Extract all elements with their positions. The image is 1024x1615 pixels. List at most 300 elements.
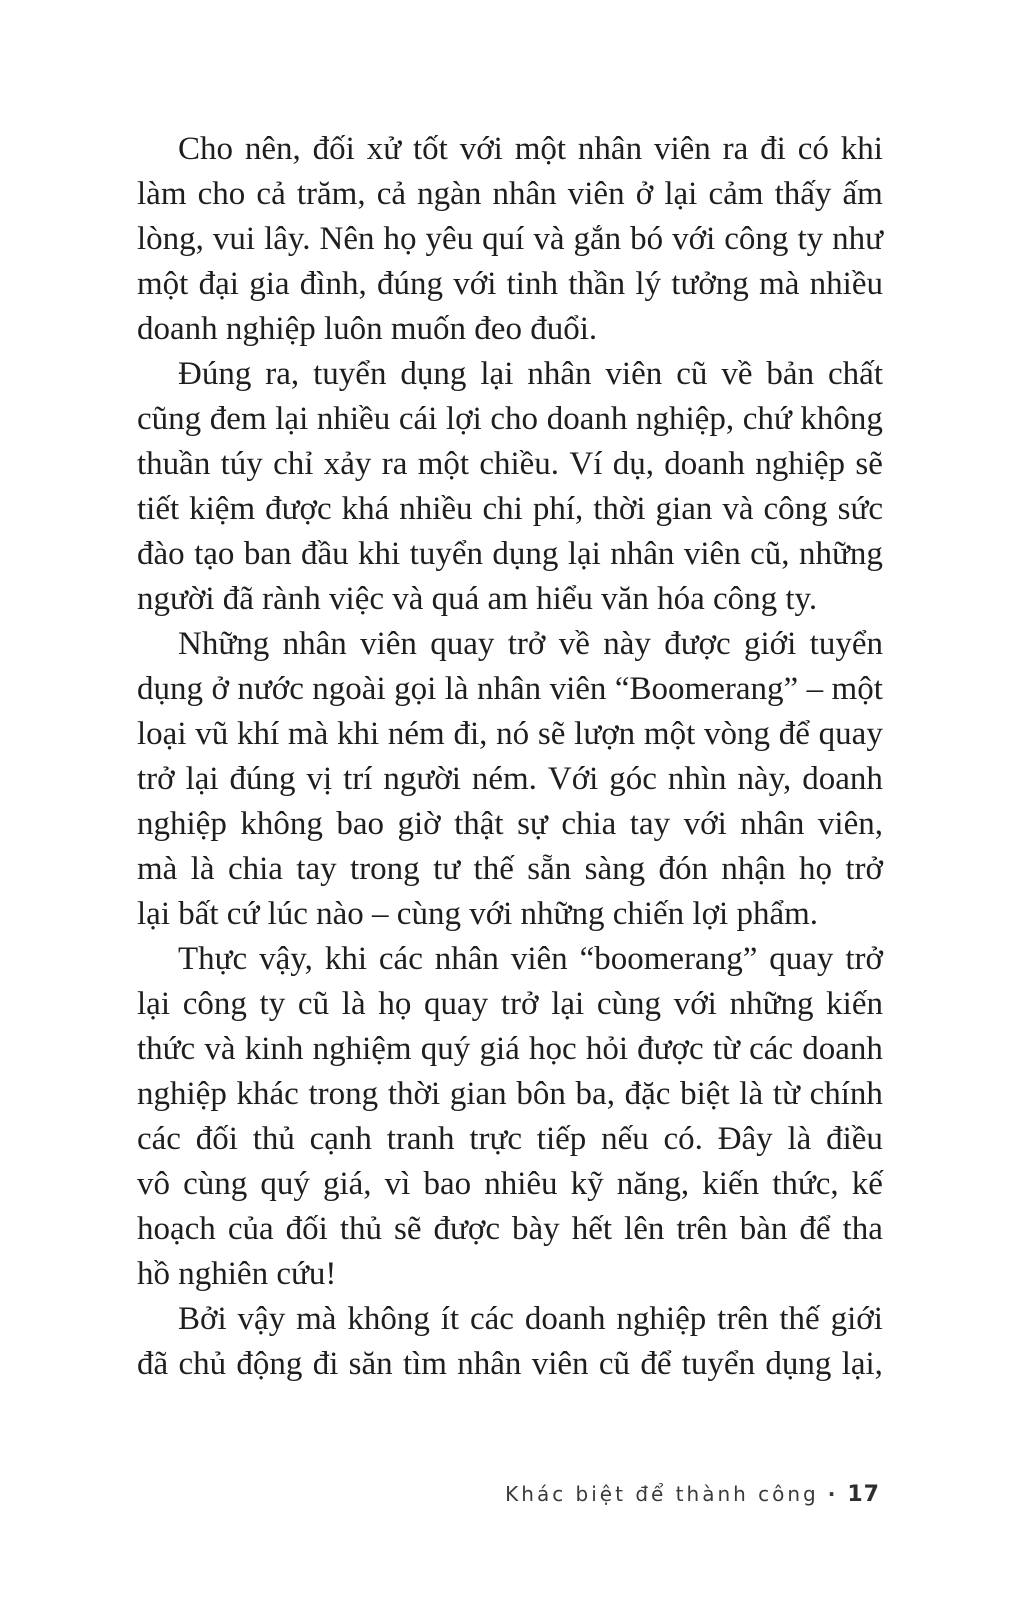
text-line: hồ nghiên cứu! [137, 1256, 337, 1292]
word: gia [249, 266, 290, 302]
word: ban [243, 536, 292, 572]
word: tuyển [809, 626, 883, 662]
word: nhân [740, 806, 805, 842]
word: họ [378, 986, 412, 1022]
text-line [137, 397, 883, 442]
word: bàn [739, 1211, 788, 1247]
word: đi [760, 131, 786, 167]
word: cũng [137, 401, 202, 437]
word: viên [360, 626, 417, 662]
word: trở [845, 941, 883, 977]
word: này [603, 626, 651, 662]
text-line [137, 757, 883, 802]
word: không [800, 401, 883, 437]
word: bày [512, 1211, 560, 1247]
word: ngoài [312, 671, 386, 707]
word: đã [137, 1346, 169, 1382]
word: bao [423, 1166, 472, 1202]
word: chứ [742, 401, 792, 437]
word: gắn [573, 221, 622, 257]
word: Đây [717, 1121, 773, 1157]
word: một [514, 131, 567, 167]
text-line [137, 262, 883, 307]
word: cũ [598, 1346, 631, 1382]
word: giá, [322, 1166, 372, 1202]
word: lại [185, 761, 219, 797]
word: từ [712, 1031, 740, 1067]
text-line [137, 622, 883, 667]
word: người [383, 761, 461, 797]
word: đi [312, 1346, 339, 1382]
word: công [724, 221, 789, 257]
word: ra [381, 446, 408, 482]
word: thế [779, 1301, 820, 1337]
word: phí, [532, 491, 584, 527]
word: tiếp [536, 1121, 587, 1157]
word: cũ [297, 986, 330, 1022]
word: dụ, [612, 446, 654, 482]
word: khi [336, 716, 380, 752]
word: nhân [492, 176, 557, 212]
word: vậy, [259, 941, 313, 977]
word: yêu [425, 221, 474, 257]
word: tốt [412, 131, 448, 167]
word: đem [209, 401, 267, 437]
word: doanh [664, 446, 745, 482]
word: họ [383, 221, 417, 257]
word: ở [635, 176, 654, 212]
text-line [137, 532, 883, 577]
word: ba, [575, 1076, 615, 1112]
word: cùng [596, 986, 662, 1022]
word: doanh [802, 761, 883, 797]
word: sẽ [537, 716, 566, 752]
word: mà [296, 1301, 337, 1337]
word: cả [376, 176, 407, 212]
word: nhân [577, 131, 643, 167]
word: tưởng [671, 266, 749, 302]
word: nhiêu [484, 1166, 558, 1202]
word: góc [609, 761, 657, 797]
word: ở [211, 671, 229, 707]
word: viên [653, 131, 711, 167]
word: kế [851, 1166, 883, 1202]
text-line [137, 1117, 883, 1162]
word: nhân [610, 536, 675, 572]
word: – [806, 671, 824, 707]
word: chất [828, 356, 883, 392]
word: kinh [244, 1031, 304, 1067]
word: như [832, 221, 883, 257]
word: viên [549, 671, 607, 707]
text-line [137, 937, 883, 982]
word: bôn [516, 1076, 566, 1112]
word: vị [306, 761, 333, 797]
word: tha [842, 1211, 883, 1247]
word: các [378, 941, 423, 977]
text-line [137, 847, 883, 892]
page-body [137, 127, 883, 1387]
word: chi [482, 491, 523, 527]
word: lại [480, 356, 514, 392]
word: nhân [527, 356, 592, 392]
word: bản [766, 356, 815, 392]
word: khác [236, 1076, 299, 1112]
word: viên [605, 356, 663, 392]
word: quay [818, 716, 883, 752]
word: chủ [178, 1346, 227, 1382]
word: nhiều [399, 491, 473, 527]
word: giờ [397, 806, 441, 842]
word: thuần [137, 446, 211, 482]
word: thật [454, 806, 504, 842]
word: gian [655, 491, 713, 527]
word: thủ [339, 1211, 382, 1247]
word: chia [561, 806, 617, 842]
word: là [444, 671, 469, 707]
word: tay [296, 851, 337, 887]
word: và [722, 491, 754, 527]
word: tiết [137, 491, 180, 527]
text-line [137, 1162, 883, 1207]
word: quay [430, 626, 495, 662]
word: là [739, 1076, 764, 1112]
text-line [137, 1072, 883, 1117]
word: khí [236, 716, 280, 752]
word: cho [197, 176, 246, 212]
word: ngàn [417, 176, 482, 212]
word: đi, [453, 716, 488, 752]
word: viên [510, 941, 568, 977]
word: với [683, 806, 727, 842]
text-line [137, 1207, 883, 1252]
word: Những [178, 626, 270, 662]
word: ra, [265, 356, 300, 392]
word: những [798, 536, 883, 572]
word: trí [343, 761, 373, 797]
book-title: Khác biệt để thành công [505, 1482, 819, 1506]
word: lượn [574, 716, 636, 752]
word: là [190, 851, 215, 887]
word: “boomerang” [579, 941, 758, 977]
word: doanh [546, 401, 628, 437]
word: vui [212, 221, 256, 257]
word: tuyển [409, 536, 483, 572]
word: lợi [445, 401, 482, 437]
word: xảy [323, 446, 372, 482]
word: về [558, 626, 590, 662]
word: làm [137, 176, 187, 212]
word: sẽ [394, 1211, 422, 1247]
word: đối [312, 131, 355, 167]
word: với [672, 221, 716, 257]
word: dụng [765, 1346, 832, 1382]
paragraph [137, 127, 883, 352]
paragraph [137, 352, 883, 622]
word: về [721, 356, 753, 392]
word: nên, [244, 131, 301, 167]
word: nhân [434, 941, 499, 977]
text-line [137, 217, 883, 262]
word: chia [227, 851, 283, 887]
word: dụng [400, 356, 467, 392]
footer-separator: · [827, 1482, 836, 1506]
word: nghiệp [616, 1301, 707, 1337]
word: tinh [506, 266, 558, 302]
word: ít [440, 1301, 460, 1337]
word: nghiệp [137, 1076, 227, 1112]
word: thức, [772, 1166, 839, 1202]
word: nhìn [667, 761, 727, 797]
word: Bởi [178, 1301, 227, 1337]
paragraph [137, 937, 883, 1297]
word: lại [664, 176, 698, 212]
text-line [137, 442, 883, 487]
word: biệt [680, 1076, 730, 1112]
word: quay [769, 941, 834, 977]
word: với [453, 266, 497, 302]
word: viên, [817, 806, 883, 842]
word: khi [358, 536, 401, 572]
word: khi [324, 941, 367, 977]
word: các [470, 1301, 514, 1337]
word: trở [137, 761, 175, 797]
word: điều [826, 1121, 883, 1157]
word: giới [830, 1301, 883, 1337]
word: thần [568, 266, 626, 302]
word: đúng [376, 266, 443, 302]
word: ném. [471, 761, 537, 797]
word: tuyển [681, 1346, 756, 1382]
word: kiến [702, 1166, 760, 1202]
word: lý [635, 266, 662, 302]
word: trực [469, 1121, 523, 1157]
text-line [137, 712, 883, 757]
word: với [459, 131, 503, 167]
word: Với [547, 761, 599, 797]
word: nước [237, 671, 304, 707]
word: ấm [842, 176, 883, 212]
word: viên [683, 536, 741, 572]
word: xử [366, 131, 402, 167]
word: những [729, 986, 814, 1022]
word: nhân [282, 626, 347, 662]
word: lại [567, 536, 601, 572]
word: cảm [708, 176, 764, 212]
word: gian [449, 1076, 507, 1112]
word: được [637, 1031, 704, 1067]
word: mà [287, 716, 329, 752]
word: trên [717, 1301, 769, 1337]
word: đón [658, 851, 709, 887]
word: quý [420, 1031, 471, 1067]
page-footer [505, 1482, 880, 1507]
word: bao [336, 806, 384, 842]
word: quý [260, 1166, 310, 1202]
word: vòng [704, 716, 771, 752]
word: với [673, 986, 717, 1022]
word: trên [676, 1211, 728, 1247]
word: vậy [237, 1301, 286, 1337]
word: hết [571, 1211, 613, 1247]
word: đặc [624, 1076, 671, 1112]
word: lên [624, 1211, 665, 1247]
word: trong [350, 851, 420, 887]
word: là [341, 986, 366, 1022]
word: nhiều [316, 401, 391, 437]
word: lại [137, 986, 170, 1022]
word: trở [845, 851, 883, 887]
word: cả [256, 176, 286, 212]
word: là [787, 1121, 812, 1157]
word: lại [551, 986, 585, 1022]
word: các [749, 1031, 794, 1067]
word: giá [479, 1031, 520, 1067]
text-line [137, 127, 883, 172]
word: doanh [802, 1031, 883, 1067]
text-line: lại bất cứ lúc nào – cùng với những chiến lợi phẩm. [137, 896, 819, 932]
word: trở [500, 986, 539, 1022]
word: thời [593, 491, 646, 527]
word: một [831, 671, 883, 707]
word: ty [259, 986, 286, 1022]
word: cũ [676, 356, 708, 392]
word: nhân [457, 1346, 522, 1382]
word: sức [837, 491, 883, 527]
word: dụng [492, 536, 559, 572]
word: quay [424, 986, 489, 1022]
word: cạnh [309, 1121, 372, 1157]
word: đầu [300, 536, 349, 572]
word: sẵn [527, 851, 572, 887]
word: nghiệp [137, 806, 227, 842]
word: một [137, 266, 189, 302]
word: từ [772, 1076, 800, 1112]
word: trong [308, 1076, 379, 1112]
word: và [533, 221, 565, 257]
word: công [763, 491, 828, 527]
word: lại, [841, 1346, 883, 1382]
word: vô [137, 1166, 170, 1202]
word: tay [629, 806, 671, 842]
word: nhân [476, 671, 542, 707]
word: một [643, 716, 696, 752]
word: viên [567, 176, 625, 212]
word: để [778, 716, 810, 752]
word: ra [722, 131, 749, 167]
word: nhiều [809, 266, 883, 302]
word: khá [341, 491, 390, 527]
word: cho [490, 401, 539, 437]
word: gọi [394, 671, 437, 707]
word: bó [630, 221, 664, 257]
word: nghiệp, [636, 401, 735, 437]
word: nếu [601, 1121, 649, 1157]
word: thủ [252, 1121, 295, 1157]
text-line [137, 172, 883, 217]
word: túy [220, 446, 263, 482]
word: mà [137, 851, 178, 887]
word: công [182, 986, 247, 1022]
word: tuyển [313, 356, 387, 392]
word: Đúng [178, 356, 252, 392]
word: kiến [826, 986, 883, 1022]
word: trở [507, 626, 546, 662]
text-line: người đã rành việc và quá am hiểu văn hóa công ty. [137, 581, 818, 617]
word: cũ, [750, 536, 790, 572]
word: ty [797, 221, 824, 257]
word: có. [663, 1121, 703, 1157]
word: Nên [319, 221, 375, 257]
word: Thực [178, 941, 248, 977]
word: thế [473, 851, 514, 887]
word: lây. [264, 221, 311, 257]
word: tìm [402, 1346, 447, 1382]
text-line [137, 1297, 883, 1342]
paragraph [137, 1297, 883, 1387]
text-line [137, 1027, 883, 1072]
word: để [640, 1346, 672, 1382]
word: chiều. [479, 446, 560, 482]
word: ném [387, 716, 445, 752]
word: loại [137, 716, 187, 752]
word: của [227, 1211, 274, 1247]
word: thức [137, 1031, 196, 1067]
word: đào [137, 536, 185, 572]
word: sẽ [855, 446, 883, 482]
word: lại [275, 401, 309, 437]
word: thời [387, 1076, 441, 1112]
word: doanh [524, 1301, 606, 1337]
word: hỏi [585, 1031, 628, 1067]
word: nhận [721, 851, 786, 887]
word: đại [198, 266, 239, 302]
word: Ví [569, 446, 603, 482]
word: động [236, 1346, 303, 1382]
word: nó [496, 716, 530, 752]
word: giới [744, 626, 797, 662]
page-number: 17 [847, 1482, 880, 1507]
word: dụng [137, 671, 203, 707]
word: có [797, 131, 829, 167]
word: trăm, [296, 176, 366, 212]
word: Cho [178, 131, 234, 167]
word: kỹ [570, 1166, 604, 1202]
word: cái [398, 401, 438, 437]
text-line [137, 982, 883, 1027]
word: lòng, [137, 221, 204, 257]
text-line [137, 352, 883, 397]
word: không [240, 806, 323, 842]
word: tạo [194, 536, 235, 572]
word: mà [759, 266, 800, 302]
word: cùng [183, 1166, 248, 1202]
word: họ [798, 851, 832, 887]
text-line [137, 667, 883, 712]
word: chỉ [273, 446, 314, 482]
word: viên [531, 1346, 589, 1382]
word: được [265, 491, 332, 527]
word: học [528, 1031, 577, 1067]
word: được [664, 626, 731, 662]
word: và [204, 1031, 236, 1067]
word: đúng [229, 761, 296, 797]
word: năng, [616, 1166, 690, 1202]
word: kiệm [189, 491, 256, 527]
word: các [137, 1121, 181, 1157]
word: quí [482, 221, 525, 257]
text-line [137, 802, 883, 847]
